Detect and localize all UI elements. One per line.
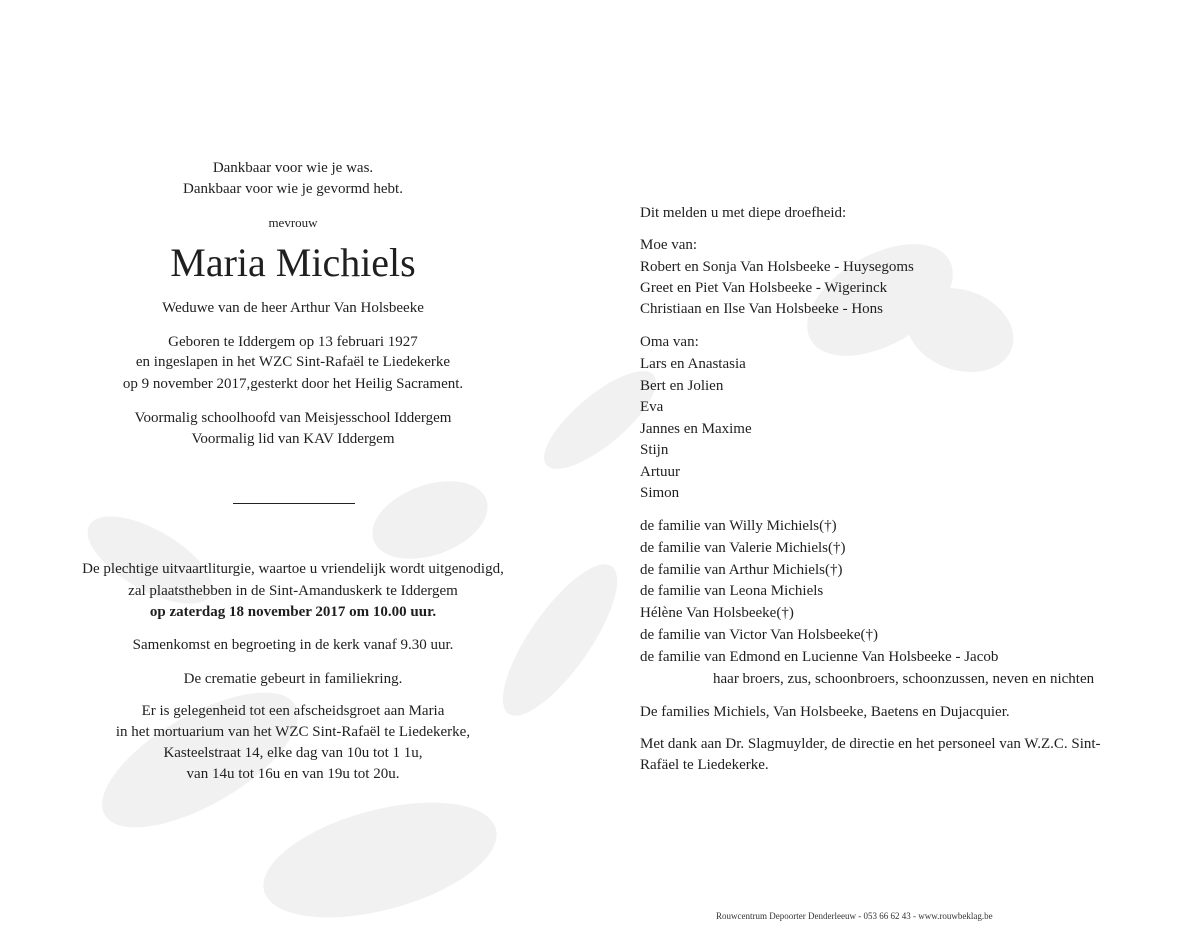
birth-death-line: Geboren te Iddergem op 13 februari 1927	[168, 334, 418, 350]
family-line: de familie van Victor Van Holsbeeke(†)	[640, 627, 879, 643]
farewell-line: van 14u tot 16u en van 19u tot 20u.	[186, 766, 400, 782]
role-line: Voormalig lid van KAV Iddergem	[191, 431, 395, 447]
family-line: de familie van Arthur Michiels(†)	[640, 562, 843, 578]
grandchild-line: Stijn	[640, 442, 669, 458]
farewell-line: Kasteelstraat 14, elke dag van 10u tot 1 1u,	[163, 745, 423, 761]
honorific: mevrouw	[268, 215, 318, 230]
grandchild-line: Eva	[640, 399, 664, 415]
intro-line: Dit melden u met diepe droefheid:	[640, 205, 847, 221]
service-line: zal plaatsthebben in de Sint-Amanduskerk te Iddergem	[128, 583, 458, 599]
child-line: Christiaan en Ilse Van Holsbeeke - Hons	[640, 301, 884, 317]
grandchild-line: Simon	[640, 485, 680, 501]
deceased-name: Maria Michiels	[170, 240, 416, 285]
moe-label: Moe van:	[640, 237, 698, 253]
motto-line: Dankbaar voor wie je was.	[212, 160, 374, 176]
family-line: Hélène Van Holsbeeke(†)	[640, 605, 794, 621]
grandchild-line: Jannes en Maxime	[640, 421, 752, 437]
family-line: de familie van Leona Michiels	[640, 583, 824, 599]
family-line: de familie van Edmond en Lucienne Van Holsbeeke - Jacob	[640, 649, 999, 665]
farewell-line: Er is gelegenheid tot een afscheidsgroet aan Maria	[141, 703, 445, 719]
family-line: de familie van Willy Michiels(†)	[640, 518, 837, 534]
motto-line: Dankbaar voor wie je gevormd hebt.	[183, 181, 403, 197]
divider	[233, 503, 355, 504]
family-names-line: De families Michiels, Van Holsbeeke, Baetens en Dujacquier.	[640, 704, 1010, 720]
grandchild-line: Bert en Jolien	[640, 378, 724, 394]
farewell-line: in het mortuarium van het WZC Sint-Rafaël te Liedekerke,	[115, 724, 471, 740]
oma-label: Oma van:	[640, 334, 699, 350]
gathering-line: Samenkomst en begroeting in de kerk vanaf 9.30 uur.	[132, 637, 454, 653]
birth-death-line: en ingeslapen in het WZC Sint-Rafaël te Liedekerke	[135, 354, 451, 370]
service-line: De plechtige uitvaartliturgie, waartoe u vriendelijk wordt uitgenodigd,	[82, 561, 504, 577]
family-line: de familie van Valerie Michiels(†)	[640, 540, 846, 556]
child-line: Greet en Piet Van Holsbeeke - Wigerinck	[640, 280, 888, 296]
service-date: op zaterdag 18 november 2017 om 10.00 uur.	[149, 604, 437, 620]
spouse-line: Weduwe van de heer Arthur Van Holsbeeke	[162, 300, 424, 316]
role-line: Voormalig schoolhoofd van Meisjesschool Iddergem	[134, 410, 452, 426]
cremation-line: De crematie gebeurt in familiekring.	[183, 671, 403, 687]
child-line: Robert en Sonja Van Holsbeeke - Huysegoms	[640, 259, 914, 275]
grandchild-line: Artuur	[640, 464, 680, 480]
birth-death-line: op 9 november 2017,gesterkt door het Heilig Sacrament.	[122, 376, 464, 392]
thanks-line: Rafäel te Liedekerke.	[640, 757, 769, 773]
thanks-line: Met dank aan Dr. Slagmuylder, de directie en het personeel van W.Z.C. Sint-	[640, 736, 1101, 752]
footer-funeral-home: Rouwcentrum Depoorter Denderleeuw - 053 66 62 43 - www.rouwbeklag.be	[716, 911, 993, 921]
grandchild-line: Lars en Anastasia	[640, 356, 746, 372]
relatives-line: haar broers, zus, schoonbroers, schoonzussen, neven en nichten	[713, 671, 1095, 687]
